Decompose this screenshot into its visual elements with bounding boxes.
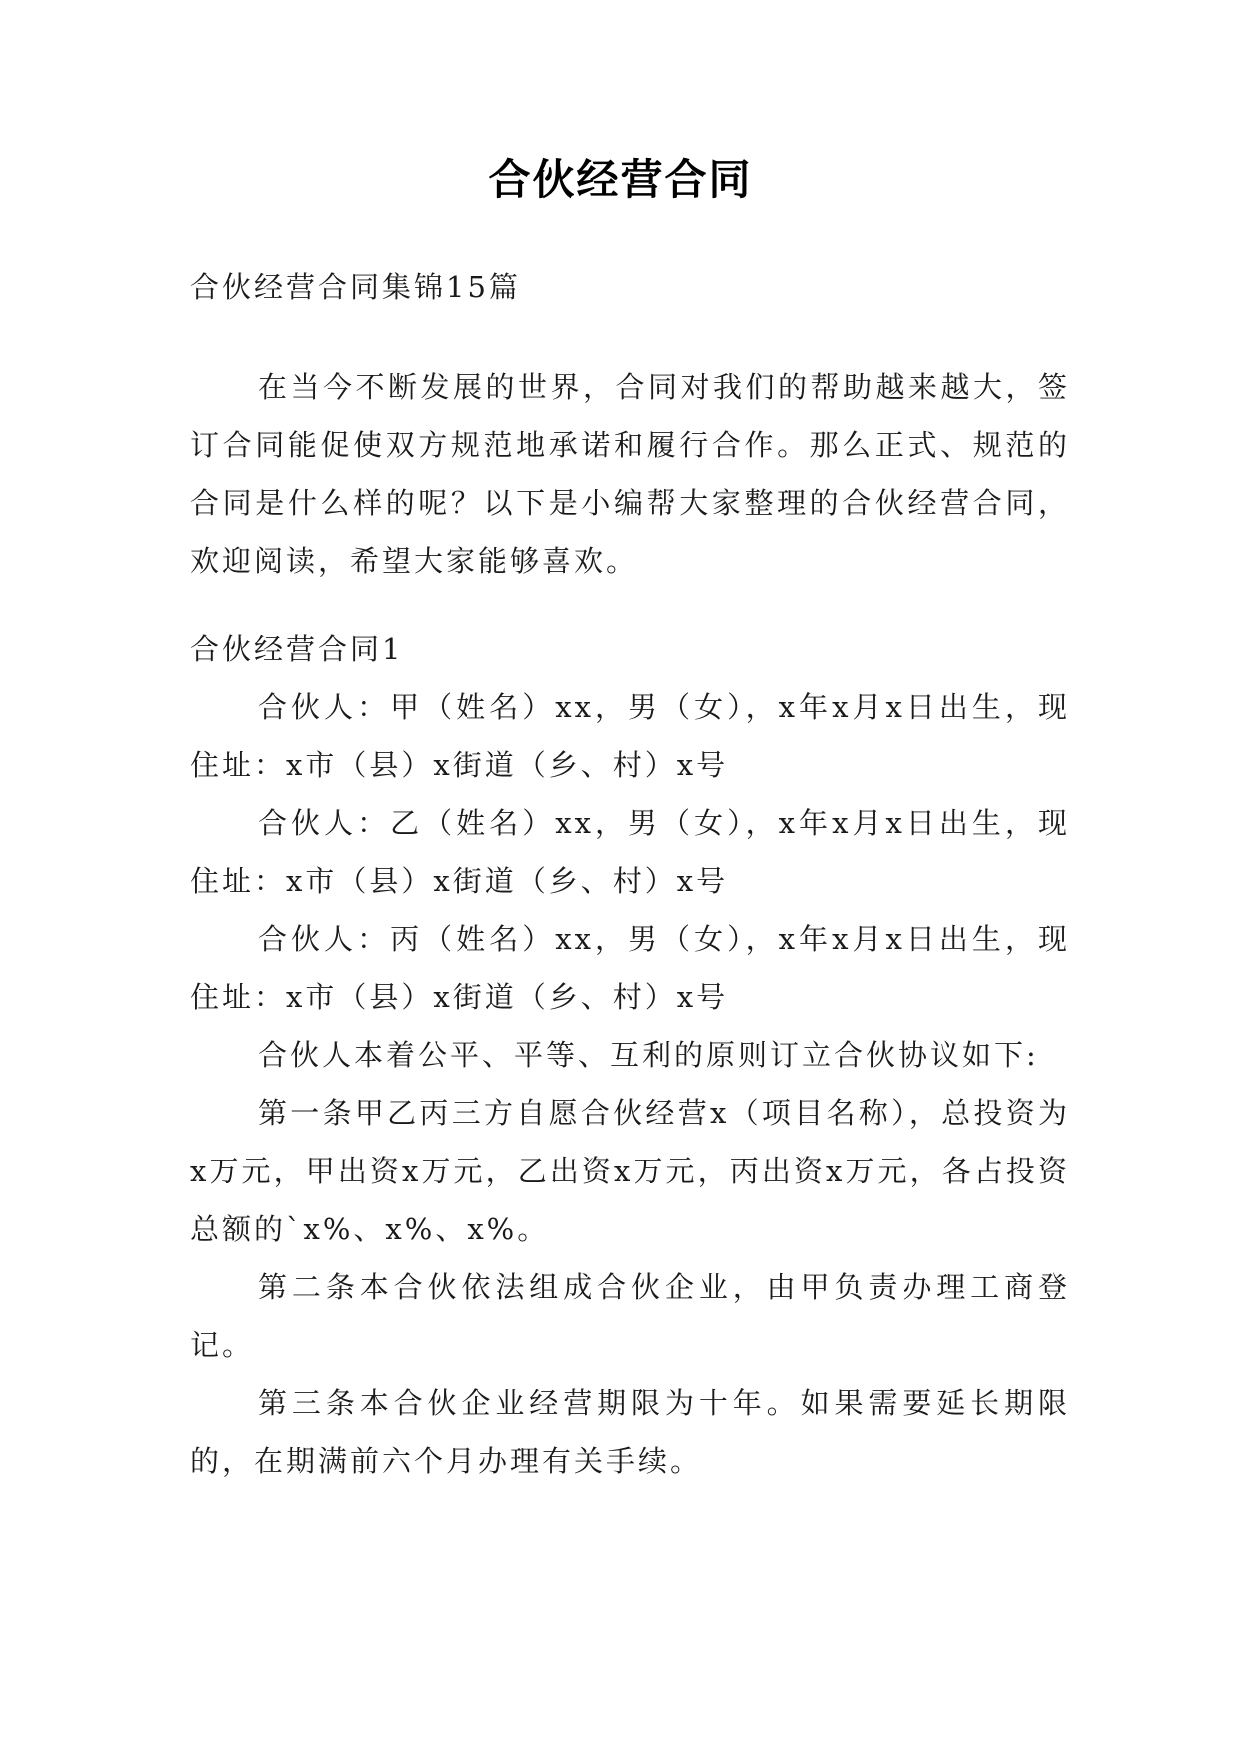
intro-block <box>190 358 1070 590</box>
partner-a-paragraph: 合伙人：甲（姓名）xx，男（女），x年x月x日出生，现住址：x市（县）x街道（乡、村）x号 <box>190 690 1070 782</box>
intro-paragraph: 在当今不断发展的世界，合同对我们的帮助越来越大，签订合同能促使双方规范地承诺和履行合作。那么正式、规范的合同是什么样的呢？以下是小编帮大家整理的合伙经营合同，欢迎阅读，希望大家能够喜欢。 <box>190 370 1070 578</box>
partner-b-paragraph: 合伙人：乙（姓名）xx，男（女），x年x月x日出生，现住址：x市（县）x街道（乡、村）x号 <box>190 806 1070 898</box>
article-1-paragraph: 第一条甲乙丙三方自愿合伙经营x（项目名称），总投资为x万元，甲出资x万元，乙出资x万元，丙出资x万元，各占投资总额的`x%、x%、x%。 <box>190 1096 1070 1246</box>
section-heading: 合伙经营合同1 <box>190 632 404 666</box>
section-1 <box>190 620 1070 1490</box>
document-title: 合伙经营合同 <box>488 155 753 204</box>
document-subtitle: 合伙经营合同集锦15篇 <box>190 270 521 304</box>
article-2-paragraph: 第二条本合伙依法组成合伙企业，由甲负责办理工商登记。 <box>190 1270 1070 1362</box>
document-subtitle-block <box>190 258 1070 316</box>
principle-paragraph: 合伙人本着公平、平等、互利的原则订立合伙协议如下: <box>258 1038 1039 1072</box>
article-3-paragraph: 第三条本合伙企业经营期限为十年。如果需要延长期限的，在期满前六个月办理有关手续。 <box>190 1386 1070 1478</box>
partner-c-paragraph: 合伙人：丙（姓名）xx，男（女），x年x月x日出生，现住址：x市（县）x街道（乡、村）x号 <box>190 922 1070 1014</box>
